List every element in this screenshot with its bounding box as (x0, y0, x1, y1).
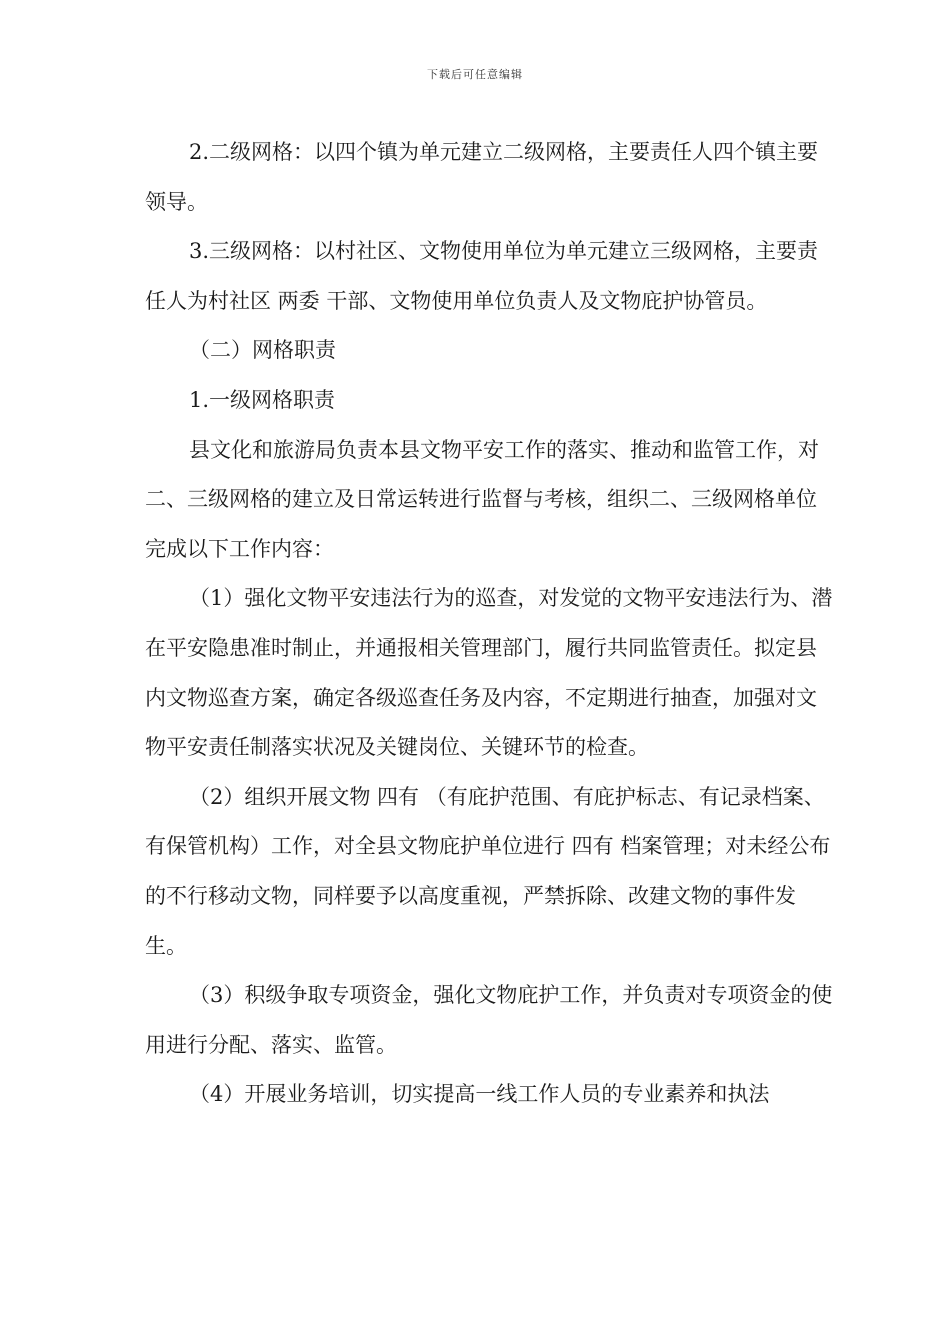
paragraph-bureau-responsibility: 县文化和旅游局负责本县文物平安工作的落实、推动和监管工作，对二、三级网格的建立及日常运转进行监督与考核，组织二、三级网格单位完成以下工作内容： (145, 437, 819, 561)
section-heading-grid-duties: （二）网格职责 (189, 338, 336, 363)
list-item-2-four-haves: （2）组织开展文物 四有 （有庇护范围、有庇护标志、有记录档案、有保管机构）工作，对全县文物庇护单位进行 四有 档案管理；对未经公布的不行移动文物，同样要予以高度重视，严禁拆除、改建文物的事件发生。 (145, 784, 831, 958)
list-item-1-inspection: （1）强化文物平安违法行为的巡查，对发觉的文物平安违法行为、潜在平安隐患准时制止，并通报相关管理部门，履行共同监管责任。拟定县内文物巡查方案，确定各级巡查任务及内容，不定期进行抽查，加强对文物平安责任制落实状况及关键岗位、关键环节的检查。 (145, 586, 833, 760)
paragraph-tertiary-grid: 3.三级网格：以村社区、文物使用单位为单元建立三级网格，主要责任人为村社区 两委 干部、文物使用单位负责人及文物庇护协管员。 (145, 239, 819, 313)
header-note: 下载后可任意编辑 (427, 68, 523, 81)
list-item-4-training: （4）开展业务培训，切实提高一线工作人员的专业素养和执法 (189, 1082, 770, 1107)
list-item-3-special-funds: （3）积级争取专项资金，强化文物庇护工作，并负责对专项资金的使用进行分配、落实、监管。 (145, 983, 833, 1057)
paragraph-secondary-grid: 2.二级网格：以四个镇为单元建立二级网格，主要责任人四个镇主要领导。 (145, 140, 819, 214)
subheading-primary-grid-duties: 1.一级网格职责 (189, 387, 336, 412)
document-body (145, 128, 835, 1120)
